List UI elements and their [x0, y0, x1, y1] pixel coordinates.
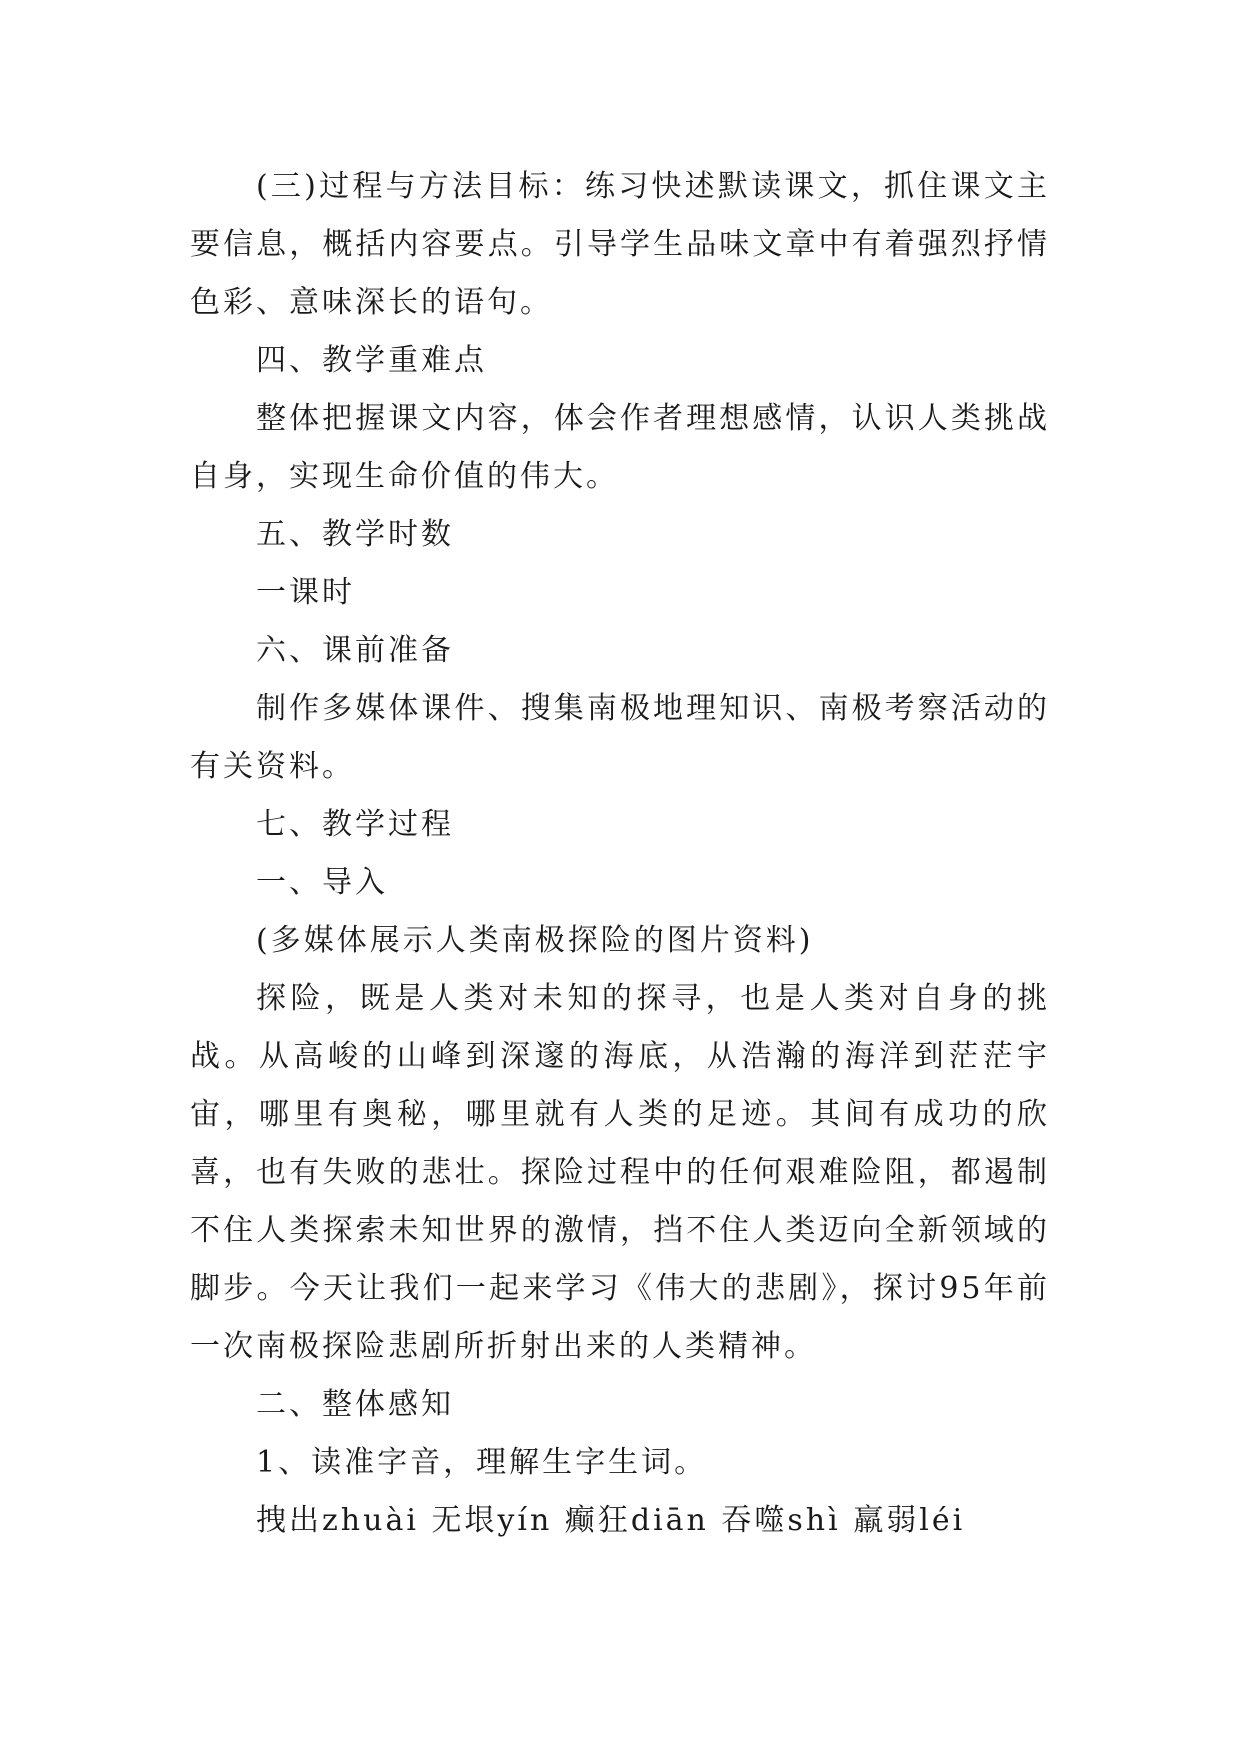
heading-key-points: 四、教学重难点	[256, 343, 487, 378]
heading-preparation: 六、课前准备	[256, 633, 454, 668]
heading-introduction: 一、导入	[256, 865, 388, 900]
paragraph-pronunciation-task: 1、读准字音，理解生字生词。	[256, 1445, 708, 1480]
paragraph-vocabulary-list: 拽出zhuài 无垠yín 癫狂diān 吞噬shì 羸弱léi	[256, 1503, 966, 1538]
heading-overall-perception: 二、整体感知	[256, 1387, 454, 1422]
heading-class-hours: 五、教学时数	[256, 517, 454, 552]
document-body	[190, 158, 1050, 1550]
paragraph-key-points: 整体把握课文内容，体会作者理想感情，认识人类挑战自身，实现生命价值的伟大。	[190, 401, 1050, 494]
paragraph-preparation: 制作多媒体课件、搜集南极地理知识、南极考察活动的有关资料。	[190, 691, 1050, 784]
heading-teaching-process: 七、教学过程	[256, 807, 454, 842]
paragraph-class-hours: 一课时	[256, 575, 355, 610]
paragraph-introduction-text: 探险，既是人类对未知的探寻，也是人类对自身的挑战。从高峻的山峰到深邃的海底，从浩瀚的海洋到茫茫宇宙，哪里有奥秘，哪里就有人类的足迹。其间有成功的欣喜，也有失败的悲壮。探险过程中的任何艰难险阻，都遏制不住人类探索未知世界的激情，挡不住人类迈向全新领域的脚步。今天让我们一起来学习《伟大的悲剧》，探讨95年前一次南极探险悲剧所折射出来的人类精神。	[190, 981, 1050, 1364]
paragraph-multimedia-note: (多媒体展示人类南极探险的图片资料)	[256, 923, 814, 958]
paragraph-objectives: (三)过程与方法目标：练习快述默读课文，抓住课文主要信息，概括内容要点。引导学生品味文章中有着强烈抒情色彩、意味深长的语句。	[190, 169, 1050, 320]
